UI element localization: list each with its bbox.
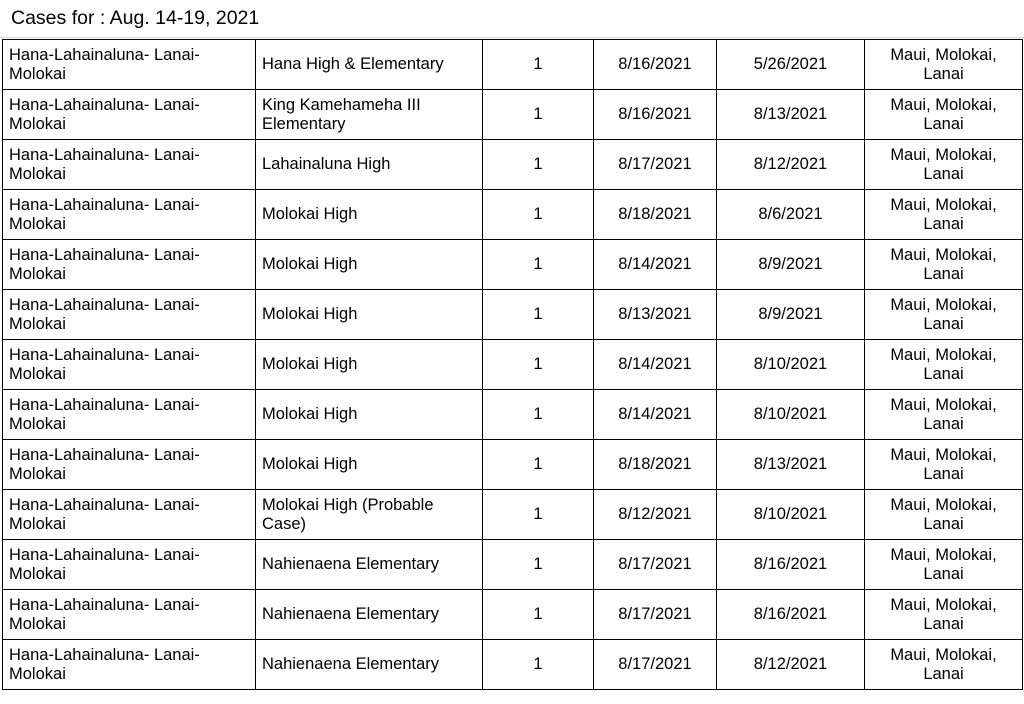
date-reported-cell: 8/14/2021 [594,390,717,440]
last-on-campus-cell: 8/9/2021 [717,240,865,290]
complex-area-cell: Hana-Lahainaluna- Lanai-Molokai [3,340,256,390]
last-on-campus-cell: 8/13/2021 [717,90,865,140]
case-count-cell: 1 [483,640,594,690]
case-count-cell: 1 [483,140,594,190]
school-cell: Molokai High [256,440,483,490]
last-on-campus-cell: 8/10/2021 [717,340,865,390]
table-row [3,190,1023,240]
school-cell: Nahienaena Elementary [256,640,483,690]
island-cell: Maui, Molokai, Lanai [865,490,1023,540]
table-row [3,240,1023,290]
island-cell: Maui, Molokai, Lanai [865,540,1023,590]
school-cell: Molokai High [256,240,483,290]
complex-area-cell: Hana-Lahainaluna- Lanai-Molokai [3,190,256,240]
date-reported-cell: 8/18/2021 [594,190,717,240]
island-cell: Maui, Molokai, Lanai [865,190,1023,240]
island-cell: Maui, Molokai, Lanai [865,240,1023,290]
complex-area-cell: Hana-Lahainaluna- Lanai-Molokai [3,240,256,290]
island-cell: Maui, Molokai, Lanai [865,590,1023,640]
complex-area-cell: Hana-Lahainaluna- Lanai-Molokai [3,290,256,340]
last-on-campus-cell: 8/10/2021 [717,490,865,540]
date-reported-cell: 8/14/2021 [594,340,717,390]
last-on-campus-cell: 8/9/2021 [717,290,865,340]
case-count-cell: 1 [483,40,594,90]
cases-table [2,39,1023,690]
date-reported-cell: 8/17/2021 [594,140,717,190]
table-row [3,440,1023,490]
school-cell: Molokai High [256,290,483,340]
table-row [3,590,1023,640]
school-cell: Molokai High [256,340,483,390]
complex-area-cell: Hana-Lahainaluna- Lanai-Molokai [3,90,256,140]
case-count-cell: 1 [483,440,594,490]
last-on-campus-cell: 8/16/2021 [717,540,865,590]
table-row [3,490,1023,540]
date-reported-cell: 8/17/2021 [594,590,717,640]
last-on-campus-cell: 8/6/2021 [717,190,865,240]
school-cell: Hana High & Elementary [256,40,483,90]
school-cell: Nahienaena Elementary [256,590,483,640]
title-divider [0,37,1024,38]
island-cell: Maui, Molokai, Lanai [865,440,1023,490]
island-cell: Maui, Molokai, Lanai [865,640,1023,690]
case-count-cell: 1 [483,340,594,390]
school-cell: Lahainaluna High [256,140,483,190]
table-row [3,140,1023,190]
date-reported-cell: 8/16/2021 [594,90,717,140]
complex-area-cell: Hana-Lahainaluna- Lanai-Molokai [3,40,256,90]
table-row [3,290,1023,340]
date-reported-cell: 8/14/2021 [594,240,717,290]
date-reported-cell: 8/17/2021 [594,540,717,590]
table-row [3,40,1023,90]
case-count-cell: 1 [483,90,594,140]
complex-area-cell: Hana-Lahainaluna- Lanai-Molokai [3,640,256,690]
island-cell: Maui, Molokai, Lanai [865,390,1023,440]
date-reported-cell: 8/17/2021 [594,640,717,690]
last-on-campus-cell: 8/12/2021 [717,640,865,690]
school-cell: King Kamehameha III Elementary [256,90,483,140]
island-cell: Maui, Molokai, Lanai [865,340,1023,390]
case-count-cell: 1 [483,540,594,590]
island-cell: Maui, Molokai, Lanai [865,40,1023,90]
case-count-cell: 1 [483,590,594,640]
last-on-campus-cell: 5/26/2021 [717,40,865,90]
date-reported-cell: 8/16/2021 [594,40,717,90]
last-on-campus-cell: 8/13/2021 [717,440,865,490]
island-cell: Maui, Molokai, Lanai [865,290,1023,340]
last-on-campus-cell: 8/10/2021 [717,390,865,440]
case-count-cell: 1 [483,490,594,540]
last-on-campus-cell: 8/12/2021 [717,140,865,190]
complex-area-cell: Hana-Lahainaluna- Lanai-Molokai [3,140,256,190]
case-count-cell: 1 [483,240,594,290]
table-row [3,390,1023,440]
island-cell: Maui, Molokai, Lanai [865,140,1023,190]
island-cell: Maui, Molokai, Lanai [865,90,1023,140]
school-cell: Molokai High [256,390,483,440]
cases-table-body [3,40,1023,690]
case-count-cell: 1 [483,390,594,440]
table-row [3,90,1023,140]
school-cell: Molokai High (Probable Case) [256,490,483,540]
page-title: Cases for : Aug. 14-19, 2021 [11,7,260,29]
complex-area-cell: Hana-Lahainaluna- Lanai-Molokai [3,540,256,590]
date-reported-cell: 8/18/2021 [594,440,717,490]
complex-area-cell: Hana-Lahainaluna- Lanai-Molokai [3,440,256,490]
last-on-campus-cell: 8/16/2021 [717,590,865,640]
table-row [3,340,1023,390]
complex-area-cell: Hana-Lahainaluna- Lanai-Molokai [3,390,256,440]
case-count-cell: 1 [483,190,594,240]
school-cell: Molokai High [256,190,483,240]
case-count-cell: 1 [483,290,594,340]
date-reported-cell: 8/12/2021 [594,490,717,540]
complex-area-cell: Hana-Lahainaluna- Lanai-Molokai [3,490,256,540]
table-row [3,640,1023,690]
table-row [3,540,1023,590]
complex-area-cell: Hana-Lahainaluna- Lanai-Molokai [3,590,256,640]
date-reported-cell: 8/13/2021 [594,290,717,340]
school-cell: Nahienaena Elementary [256,540,483,590]
